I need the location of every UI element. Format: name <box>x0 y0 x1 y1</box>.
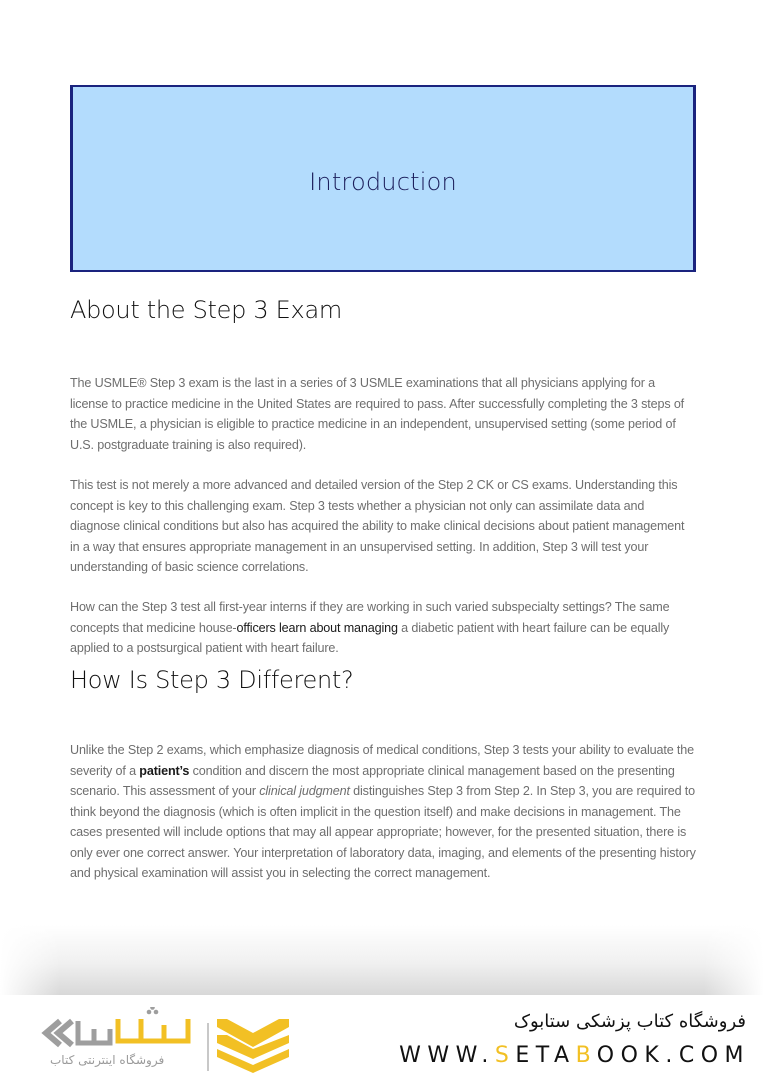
url-text: OOK.COM <box>596 1043 750 1068</box>
paragraph-not-merely-advanced: This test is not merely a more advanced and detailed version of the Step 2 CK or CS exams. Understanding this concept is key to this challenging exam. Step 3 tests whether a physician not only can assimilate data and diagnose clinical conditions but also has acquired the ability to make clinical decisions about patient management in a way that ensures appropriate management in an unsupervised setting. In addition, Step 3 will test your understanding of basic science correlations. <box>70 478 685 574</box>
store-url-link[interactable] <box>399 1043 750 1068</box>
url-accent-letter: B <box>575 1043 597 1068</box>
url-text: WWW. <box>399 1043 495 1068</box>
paragraph-text: condition and discern the most appropriate clinical management based on the presenting scenario. This assessment of your <box>70 763 675 798</box>
store-title: فروشگاه کتاب پزشکی ستابوک <box>513 1011 746 1032</box>
paragraph-text: How can the Step 3 test all first-year interns if they are working in such varied subspecialty settings? The same concepts that medicine house- <box>70 600 670 635</box>
chapter-title: Introduction <box>309 167 457 196</box>
paragraph-step3-differences <box>70 740 696 884</box>
section-heading-about-step3: About the Step 3 Exam <box>70 296 342 324</box>
setabook-chevron-logo-icon <box>215 1015 291 1073</box>
paragraph-text: Unlike the Step 2 exams, which emphasize diagnosis of medical conditions, Step 3 tests your ability to evaluate the severity of a <box>70 743 694 778</box>
section-heading-how-different: How Is Step 3 Different? <box>70 666 354 694</box>
url-accent-letter: S <box>494 1043 516 1068</box>
paragraph-text: a diabetic patient with heart failure can be equally applied to a postsurgical patient with heart failure. <box>70 620 670 655</box>
logo-tagline: فروشگاه اینترنتی کتاب <box>50 1053 165 1067</box>
paragraph-text-italic: clinical judgment <box>259 784 350 798</box>
paragraph-text-bold: patient’s <box>139 763 190 778</box>
paragraph-usmle-overview: The USMLE® Step 3 exam is the last in a series of 3 USMLE examinations that all physicians applying for a license to practice medicine in the United States are required to pass. After successfully completing the 3 steps of the USMLE, a physician is eligible to practice medicine in an independent, unsupervised setting (some period of U.S. postgraduate training is also required). <box>70 376 685 452</box>
page-bottom-shadow <box>0 925 764 995</box>
paragraph-text: distinguishes Step 3 from Step 2. In Step 3, you are required to think beyond the diagnosis (which is often implicit in the question itself) and make decisions in management. The cases presented will include options that may all appear appropriate; however, for the presented situation, there is only ever one correct answer. Your interpretation of laboratory data, imaging, and elements of the presenting history and physical examination will assist you in selecting the correct management. <box>70 784 696 880</box>
publisher-footer-banner <box>0 995 764 1080</box>
url-text: ETA <box>515 1043 576 1068</box>
paragraph-text-emphasis: officers learn about managing <box>236 620 398 635</box>
paragraph-varied-subspecialty <box>70 597 696 659</box>
logo-divider <box>207 1023 209 1071</box>
introduction-banner <box>70 85 696 272</box>
